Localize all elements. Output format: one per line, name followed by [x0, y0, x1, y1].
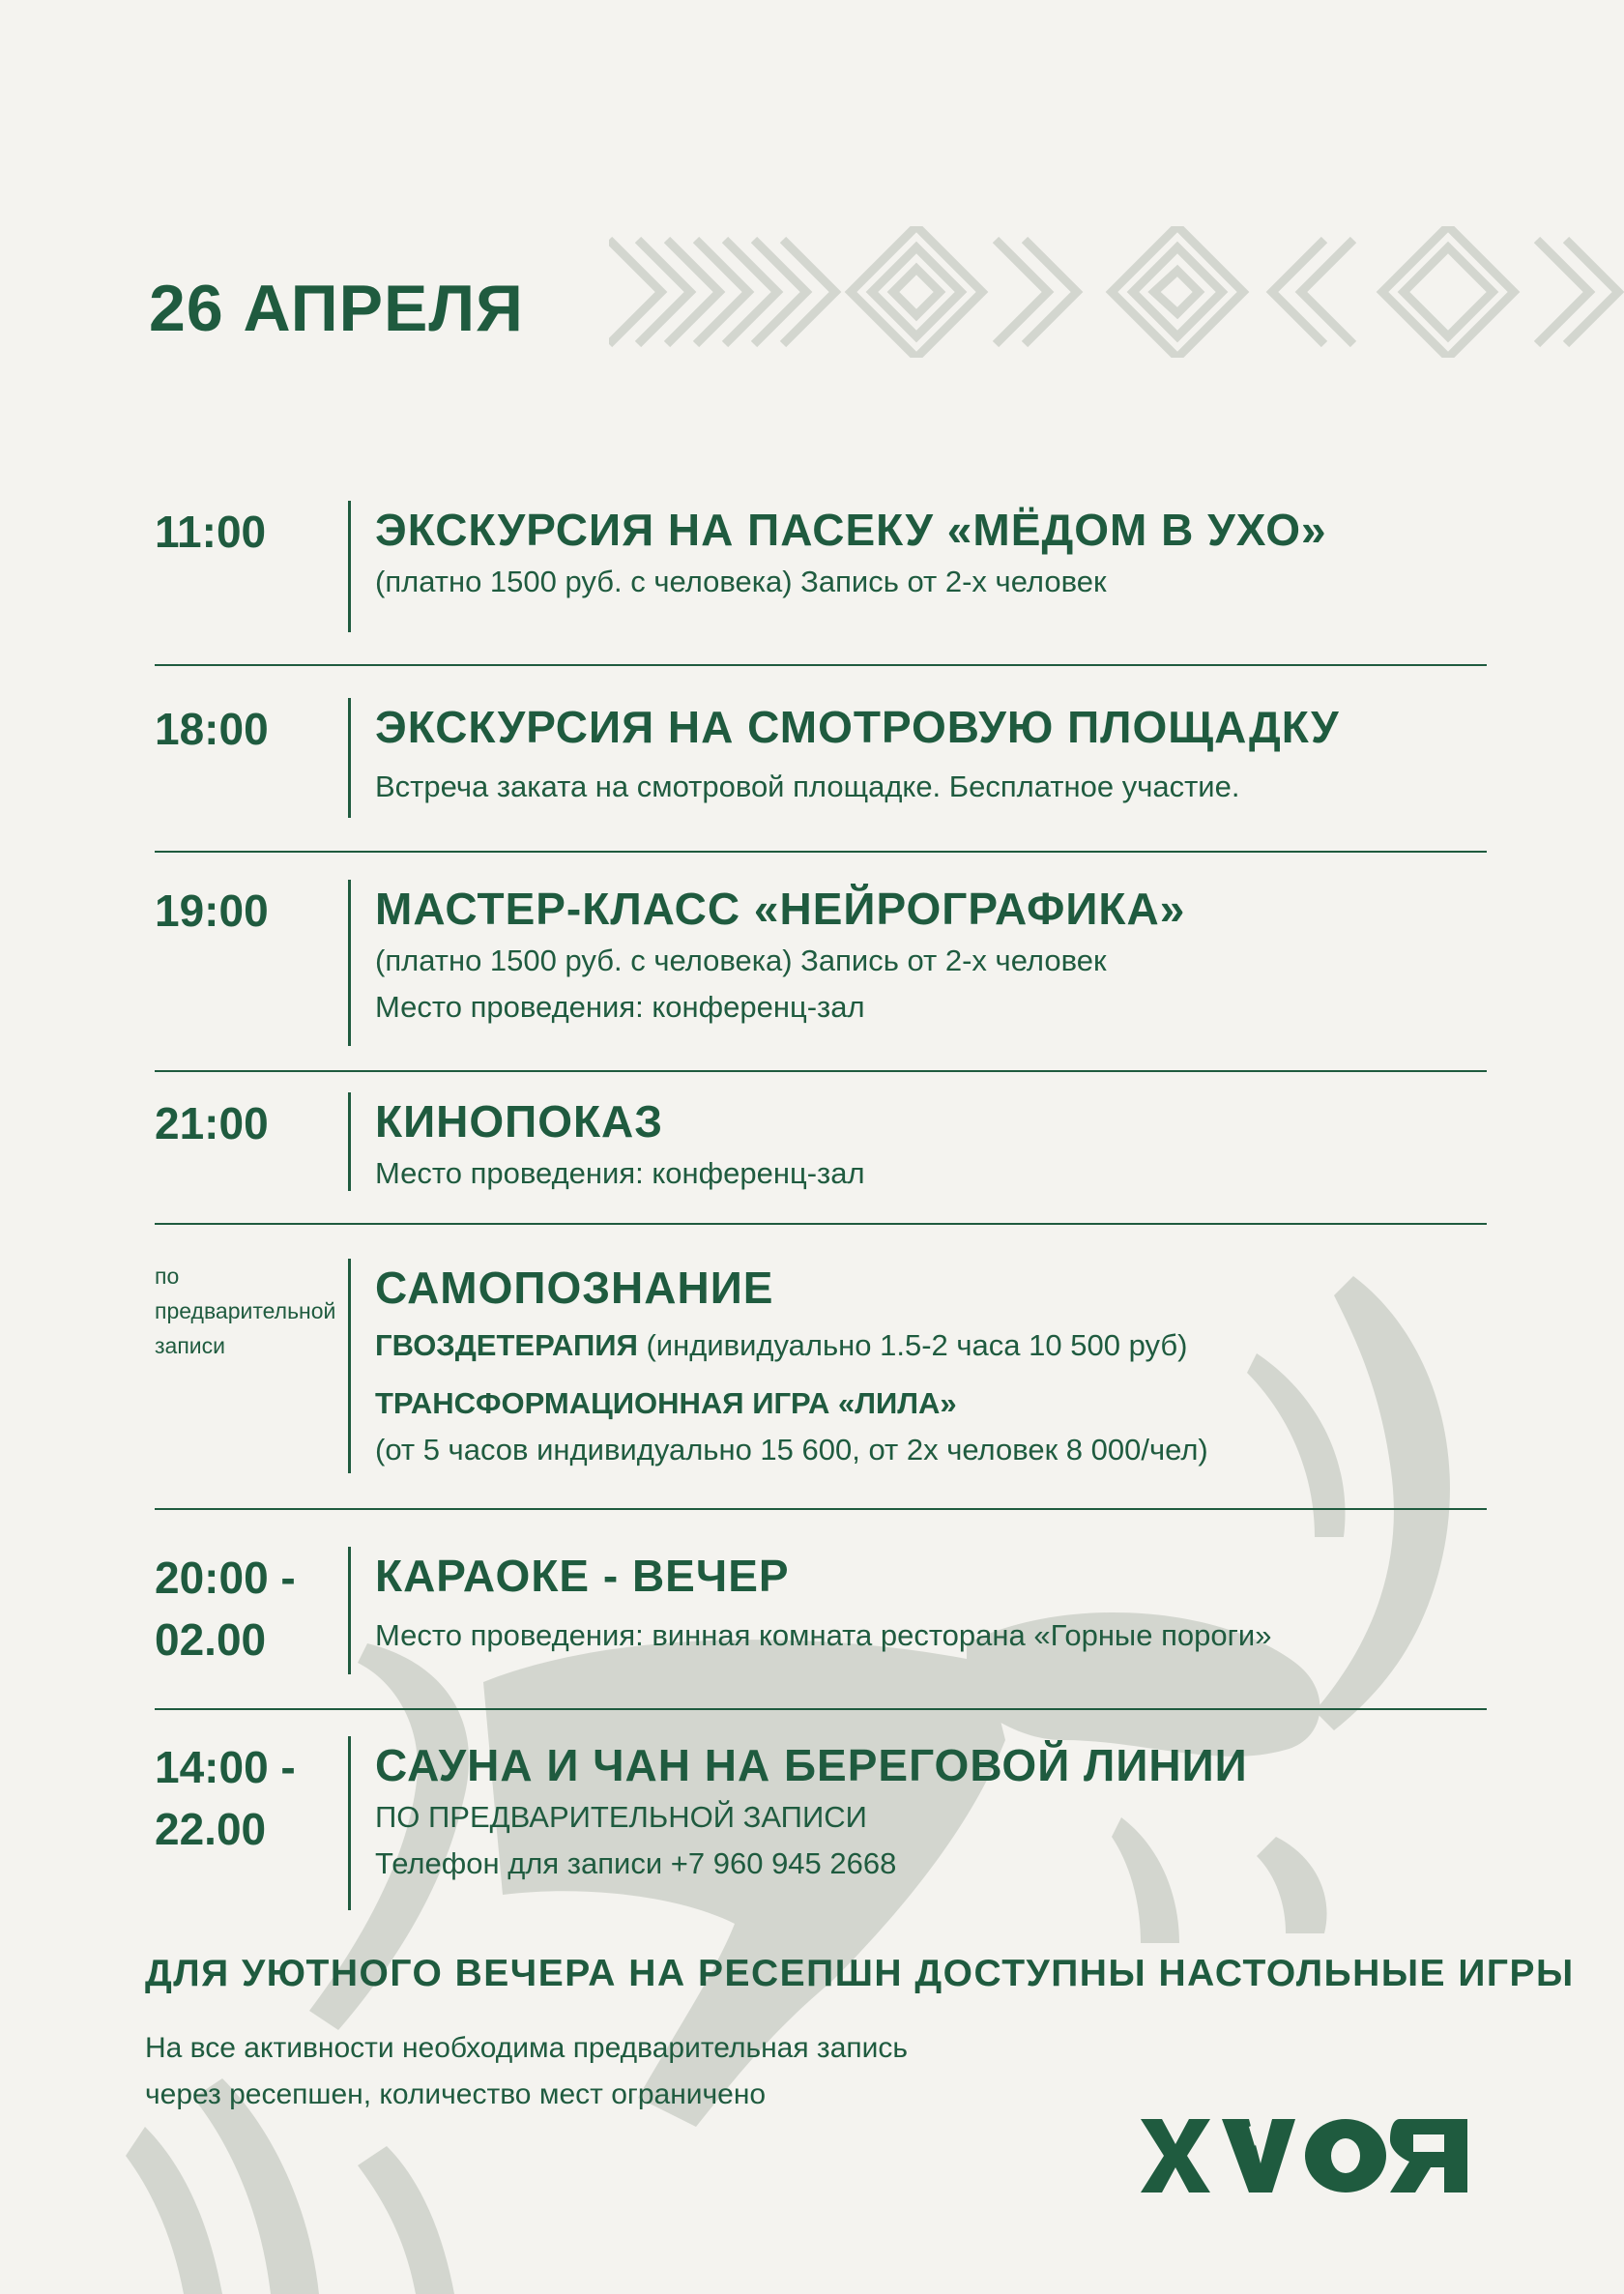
event-title: КИНОПОКАЗ [375, 1096, 664, 1147]
divider-vertical [348, 1259, 351, 1473]
divider-vertical [348, 698, 351, 818]
event-title: МАСТЕР-КЛАСС «НЕЙРОГРАФИКА» [375, 884, 1186, 934]
item-title: ГВОЗДЕТЕРАПИЯ [375, 1328, 638, 1362]
event-row [155, 1547, 1487, 1674]
event-time-line: 20:00 - [155, 1553, 296, 1603]
event-time-line: предварительной [155, 1298, 336, 1323]
event-title: ЭКСКУРСИЯ НА СМОТРОВУЮ ПЛОЩАДКУ [375, 702, 1340, 752]
booking-note [145, 2025, 908, 2118]
divider-vertical [348, 1736, 351, 1910]
item-title: ТРАНСФОРМАЦИОННАЯ ИГРА «ЛИЛА» [375, 1386, 957, 1420]
event-row [155, 1736, 1487, 1910]
item-detail: (индивидуально 1.5-2 часа 10 500 руб) [637, 1328, 1188, 1362]
row-separator [155, 664, 1487, 666]
event-time-line: 02.00 [155, 1614, 267, 1665]
event-title: ЭКСКУРСИЯ НА ПАСЕКУ «МЁДОМ В УХО» [375, 505, 1327, 555]
event-time [155, 1547, 338, 1670]
booking-note-line: через ресепшен, количество мест ограничено [145, 2078, 767, 2110]
row-separator [155, 851, 1487, 853]
event-detail [375, 1380, 1487, 1427]
event-time: 11:00 [155, 507, 267, 557]
divider-vertical [348, 1092, 351, 1191]
booking-note-line: На все активности необходима предварительная запись [145, 2032, 909, 2064]
event-time: 19:00 [155, 886, 269, 936]
event-row [155, 698, 1487, 818]
row-separator [155, 1070, 1487, 1072]
event-title: САМОПОЗНАНИЕ [375, 1263, 774, 1313]
ornament-pattern [609, 226, 1624, 358]
event-row [155, 1259, 1487, 1473]
event-row [155, 880, 1487, 1046]
event-time [155, 1736, 338, 1860]
row-separator [155, 1223, 1487, 1225]
event-detail: (от 5 часов индивидуально 15 600, от 2х человек 8 000/чел) [375, 1433, 1208, 1466]
event-detail: Место проведения: конференц-зал [375, 990, 865, 1024]
event-time-line: по [155, 1263, 180, 1289]
event-detail: Место проведения: конференц-зал [375, 1156, 865, 1190]
divider-vertical [348, 501, 351, 632]
date-title: 26 АПРЕЛЯ [149, 272, 524, 345]
event-detail: (платно 1500 руб. с человека) Запись от 2-х человек [375, 944, 1107, 977]
event-detail: (платно 1500 руб. с человека) Запись от 2-х человек [375, 565, 1107, 598]
event-time: 18:00 [155, 704, 269, 754]
row-separator [155, 1708, 1487, 1710]
event-time-line: 14:00 - [155, 1742, 296, 1792]
event-row [155, 1092, 1487, 1191]
event-detail: Место проведения: винная комната ресторана «Горные пороги» [375, 1618, 1272, 1652]
divider-vertical [348, 1547, 351, 1674]
event-time-line: записи [155, 1333, 225, 1358]
event-detail: ПО ПРЕДВАРИТЕЛЬНОЙ ЗАПИСИ [375, 1800, 867, 1834]
event-detail: Телефон для записи +7 960 945 2668 [375, 1846, 897, 1880]
event-title: КАРАОКЕ - ВЕЧЕР [375, 1551, 790, 1601]
event-time [155, 1259, 338, 1363]
event-detail [375, 1322, 1487, 1369]
divider-vertical [348, 880, 351, 1046]
event-detail: Встреча заката на смотровой площадке. Бесплатное участие. [375, 770, 1240, 803]
event-title: САУНА И ЧАН НА БЕРЕГОВОЙ ЛИНИИ [375, 1740, 1248, 1790]
event-time-line: 22.00 [155, 1804, 267, 1854]
event-time: 21:00 [155, 1098, 269, 1148]
event-row [155, 501, 1487, 632]
board-games-notice: ДЛЯ УЮТНОГО ВЕЧЕРА НА РЕСЕПШН ДОСТУПНЫ НАСТОЛЬНЫЕ ИГРЫ [145, 1953, 1575, 1994]
row-separator [155, 1508, 1487, 1510]
brand-logo [1141, 2117, 1469, 2194]
